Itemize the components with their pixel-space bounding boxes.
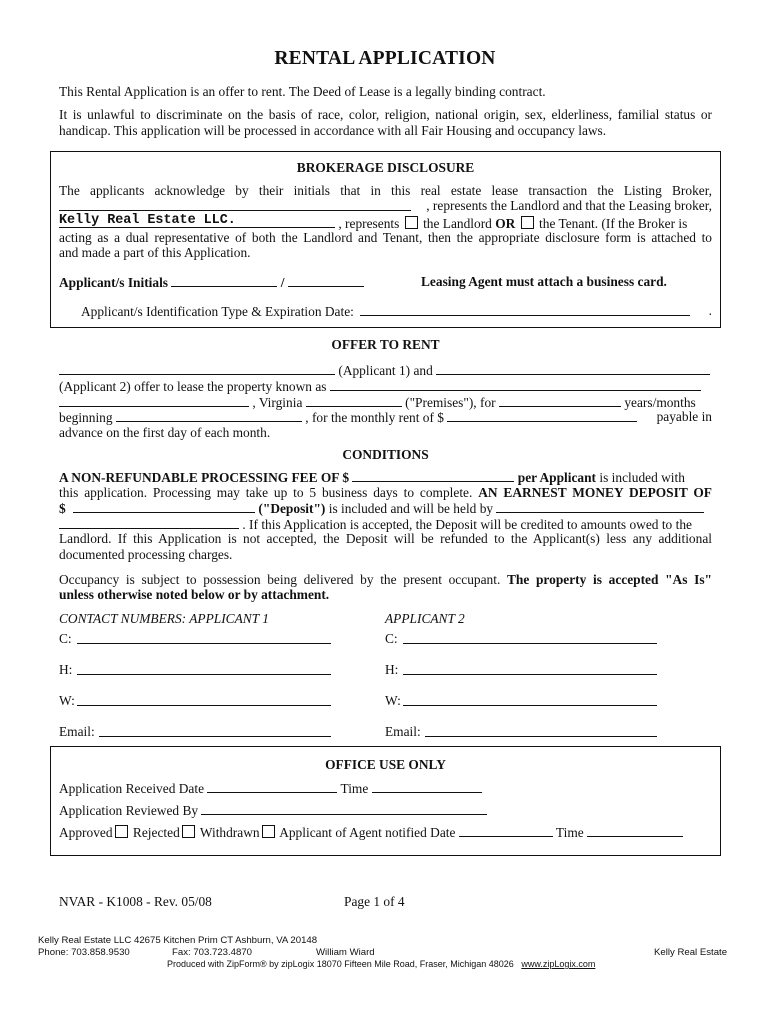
beginning-label: beginning <box>59 410 113 425</box>
leasing-broker-row <box>59 214 712 232</box>
intro-line: It is unlawful to discriminate on the basis of race, color, religion, national origin, sex, elderliness, familial status or <box>59 107 712 122</box>
tenant-checkbox[interactable] <box>521 216 534 229</box>
dollar-sign: $ <box>59 501 66 516</box>
offer-text: advance on the first day of each month. <box>59 425 271 440</box>
contact-row-work-1 <box>59 693 339 709</box>
brokerage-text: acting as a dual representative of both the Landlord and Tenant, then the appropriate disclosure form is attached to <box>59 230 712 245</box>
processing-row <box>59 485 712 501</box>
page-title: RENTAL APPLICATION <box>274 48 496 69</box>
footer-produced-text: Produced with ZipForm® by zipLogix 18070 Fifteen Mile Road, Fraser, Michigan 48026 <box>167 959 514 969</box>
agent-note: Leasing Agent must attach a business card. <box>421 274 667 289</box>
contact-row-cell-1 <box>59 631 339 647</box>
leasing-broker-field[interactable] <box>59 214 335 228</box>
contact-row-home-1 <box>59 662 339 678</box>
form-id: NVAR - K1008 - Rev. 05/08 <box>59 894 212 909</box>
conditions-text: this application. Processing may take up to 5 business days to complete. <box>59 485 473 500</box>
landlord-label: the Landlord <box>423 216 492 231</box>
rejected-label: Rejected <box>132 825 180 840</box>
deposit-amount-field[interactable] <box>73 500 255 513</box>
initials-row <box>59 274 712 291</box>
reviewed-label: Application Reviewed By <box>59 803 199 818</box>
contact-row-home-2 <box>385 662 665 678</box>
virginia-label: , Virginia <box>252 395 303 410</box>
reviewed-by-field[interactable] <box>201 802 487 815</box>
deposit-holder-field[interactable] <box>496 500 704 513</box>
property-field[interactable] <box>330 378 701 391</box>
notified-label: Applicant of Agent notified Date <box>279 825 456 840</box>
email-label: Email: <box>59 724 95 739</box>
brokerage-text: , represents <box>338 216 400 231</box>
contact-heading-applicant2: APPLICANT 2 <box>385 611 465 626</box>
cell-label: C: <box>385 631 398 646</box>
cell-label: C: <box>59 631 72 646</box>
notified-date-field[interactable] <box>459 824 553 837</box>
withdrawn-checkbox[interactable] <box>262 825 275 838</box>
brokerage-text: The applicants acknowledge by their initials that in this real estate lease transaction the Listing Broker, <box>59 183 712 198</box>
time-label: Time <box>340 781 369 796</box>
email-field-applicant1[interactable] <box>99 724 331 737</box>
initials-label: Applicant/s Initials <box>59 275 169 290</box>
deposit-row <box>59 500 712 517</box>
applicant1-field[interactable] <box>59 362 335 375</box>
applicant2-field[interactable] <box>436 362 710 375</box>
brokerage-text: and made a part of this Application. <box>59 245 251 260</box>
earnest-money-label: AN EARNEST MONEY DEPOSIT OF <box>478 485 712 500</box>
id-end: . <box>708 303 712 318</box>
email-label: Email: <box>385 724 421 739</box>
footer-brand: Kelly Real Estate <box>654 947 728 958</box>
received-date-field[interactable] <box>207 780 337 793</box>
footer-produced <box>167 959 595 969</box>
home-field-applicant1[interactable] <box>77 662 331 675</box>
contact-row-cell-2 <box>385 631 665 647</box>
conditions-text: . If this Application is accepted, the Deposit will be credited to amounts owed to the <box>242 517 692 532</box>
work-field-applicant1[interactable] <box>77 693 331 706</box>
cell-field-applicant2[interactable] <box>403 631 657 644</box>
deposit-label: ("Deposit") <box>258 501 326 516</box>
applicant2-label: (Applicant 2) offer to lease the property known as <box>59 379 327 394</box>
id-label: Applicant/s Identification Type & Expiration Date: <box>81 304 354 319</box>
home-field-applicant2[interactable] <box>403 662 657 675</box>
occupancy-text: Occupancy is subject to possession being delivered by the present occupant. <box>59 572 501 587</box>
beginning-field[interactable] <box>116 409 302 422</box>
reviewed-row <box>59 802 712 819</box>
conditions-text: is included with <box>599 470 685 485</box>
approved-label: Approved <box>59 825 113 840</box>
initials-field-1[interactable] <box>171 274 277 287</box>
conditions-text: is included and will be held by <box>328 501 494 516</box>
home-label: H: <box>59 662 73 677</box>
status-row <box>59 824 712 841</box>
landlord-checkbox[interactable] <box>405 216 418 229</box>
premises-field[interactable] <box>306 394 402 407</box>
received-row <box>59 780 712 797</box>
initials-field-2[interactable] <box>288 274 364 287</box>
monthly-rent-field[interactable] <box>447 409 637 422</box>
work-label: W: <box>385 693 401 708</box>
brokerage-heading: BROKERAGE DISCLOSURE <box>296 160 475 175</box>
withdrawn-label: Withdrawn <box>199 825 260 840</box>
intro-line: handicap. This application will be processed in accordance with all Fair Housing and occupancy laws. <box>59 123 607 138</box>
term-field[interactable] <box>499 394 621 407</box>
listing-broker-field[interactable] <box>59 198 411 211</box>
work-field-applicant2[interactable] <box>403 693 657 706</box>
brokerage-text: , represents the Landlord and that the Leasing broker, <box>426 198 712 213</box>
beginning-row <box>59 409 712 426</box>
home-label: H: <box>385 662 399 677</box>
payable-label: payable in <box>656 409 712 424</box>
deposit-holder-field-2[interactable] <box>59 516 239 529</box>
premises-label: ("Premises"), for <box>405 395 496 410</box>
occupancy-row <box>59 572 712 588</box>
office-heading: OFFICE USE ONLY <box>325 757 446 772</box>
offer-heading: OFFER TO RENT <box>331 337 440 352</box>
cell-field-applicant1[interactable] <box>77 631 331 644</box>
page-number: Page 1 of 4 <box>344 894 405 909</box>
applicant1-label: (Applicant 1) and <box>338 363 433 378</box>
footer-agent: William Wiard <box>316 947 375 958</box>
fee-label: A NON-REFUNDABLE PROCESSING FEE OF $ <box>59 470 350 485</box>
or-label: OR <box>495 216 516 231</box>
contact-row-email-1 <box>59 724 339 740</box>
work-label: W: <box>59 693 75 708</box>
contact-heading-applicant1: CONTACT NUMBERS: APPLICANT 1 <box>59 611 269 626</box>
as-is-text: The property is accepted "As Is" <box>506 572 712 587</box>
notified-time-field[interactable] <box>587 824 683 837</box>
time-label: Time <box>555 825 584 840</box>
footer-fax: Fax: 703.723.4870 <box>172 947 253 958</box>
contact-row-email-2 <box>385 724 665 740</box>
approved-checkbox[interactable] <box>115 825 128 838</box>
as-is-text: unless otherwise noted below or by attachment. <box>59 587 330 602</box>
city-field[interactable] <box>59 394 249 407</box>
per-applicant-label: per Applicant <box>517 470 597 485</box>
fee-row <box>59 469 712 486</box>
footer-link[interactable]: www.zipLogix.com <box>521 959 596 969</box>
id-field[interactable] <box>360 303 690 316</box>
tenant-label: the Tenant. (If the Broker is <box>539 216 688 231</box>
applicant1-row <box>59 362 712 379</box>
rejected-checkbox[interactable] <box>182 825 195 838</box>
conditions-text: Landlord. If this Application is not accepted, the Deposit will be refunded to the Applicant(s) less any additional <box>59 531 712 546</box>
id-row <box>81 303 712 320</box>
received-label: Application Received Date <box>59 781 205 796</box>
leasing-broker-name: Kelly Real Estate LLC. <box>59 213 236 228</box>
email-field-applicant2[interactable] <box>425 724 657 737</box>
years-months-label: years/months <box>624 395 696 410</box>
footer-phone: Phone: 703.858.9530 <box>38 947 130 958</box>
initials-separator: / <box>280 275 285 290</box>
footer-company: Kelly Real Estate LLC 42675 Kitchen Prim CT Ashburn, VA 20148 <box>38 935 318 946</box>
intro-line: This Rental Application is an offer to rent. The Deed of Lease is a legally binding contract. <box>59 84 546 99</box>
monthly-rent-label: , for the monthly rent of $ <box>305 410 444 425</box>
fee-field[interactable] <box>352 469 514 482</box>
contact-row-work-2 <box>385 693 665 709</box>
conditions-text: documented processing charges. <box>59 547 233 562</box>
received-time-field[interactable] <box>372 780 482 793</box>
property-row <box>59 378 712 395</box>
conditions-heading: CONDITIONS <box>342 447 429 462</box>
